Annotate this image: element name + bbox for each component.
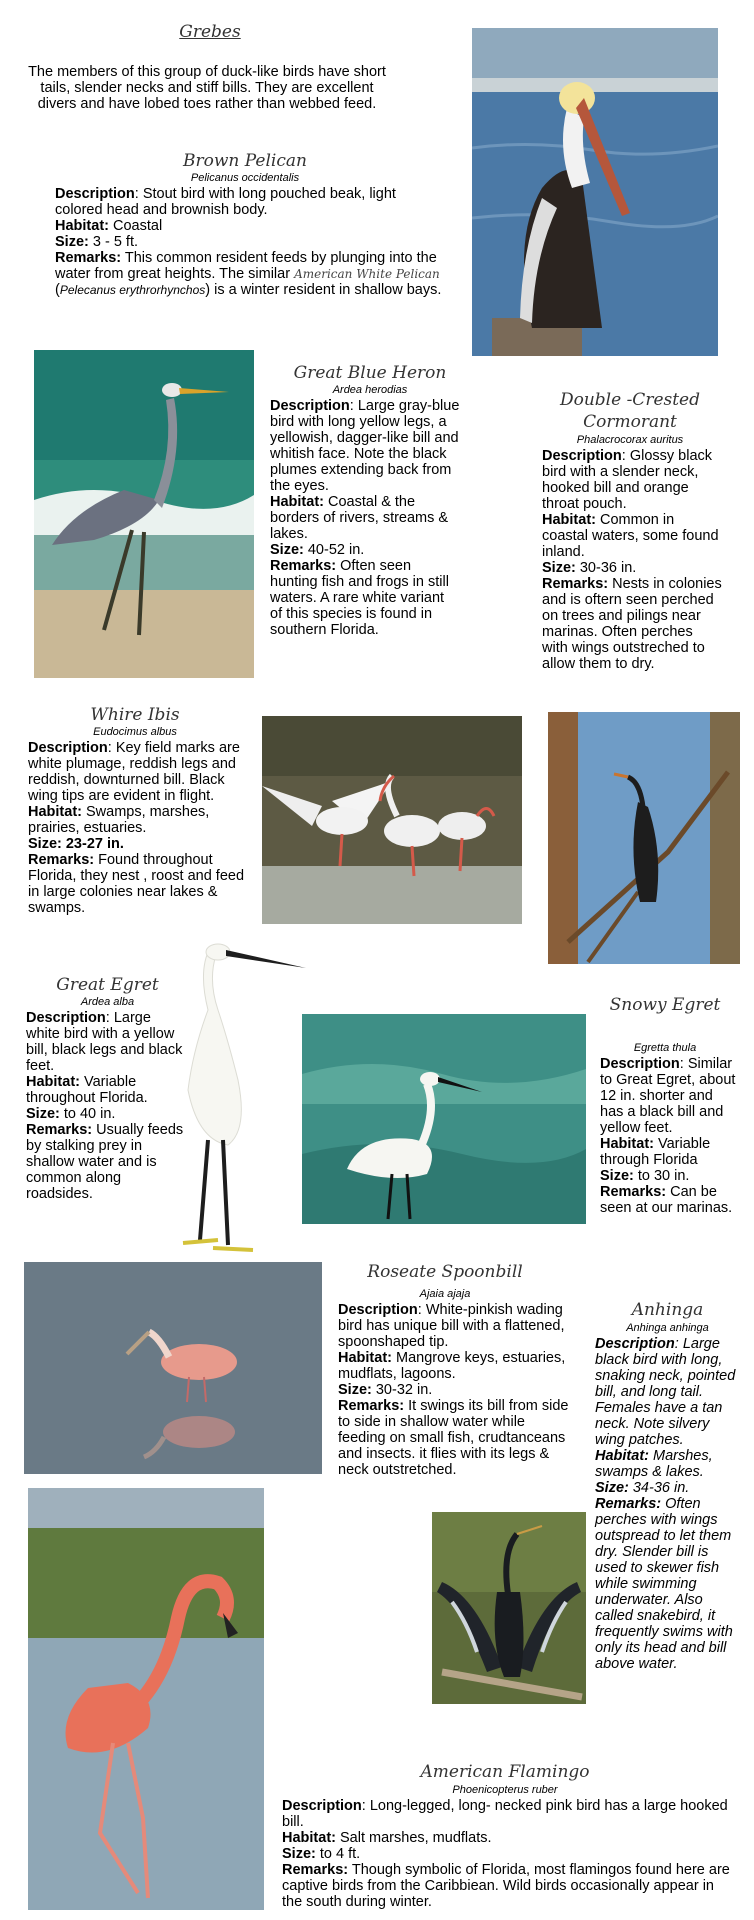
great-blue-heron-habitat: Coastal & the borders of rivers, streams & lakes. bbox=[270, 494, 449, 542]
remarks-label: Remarks: bbox=[26, 1122, 93, 1138]
description-label: Description bbox=[282, 1798, 362, 1814]
anhinga-habitat: Marshes, swamps & lakes. bbox=[595, 1448, 713, 1480]
brown-pelican-details bbox=[55, 186, 445, 298]
american-flamingo-remarks: Though symbolic of Florida, most flamingos found here are captive birds from the Caribbiean. Wild birds occasionally appear in the south during winter. bbox=[282, 1862, 730, 1910]
great-egret-details bbox=[26, 1010, 186, 1202]
cormorant-remarks: Nests in colonies and is oftern seen perched on trees and pilings near marinas. Often perches with wings outstreched to allow them to dry. bbox=[542, 576, 722, 672]
remarks-label: Remarks: bbox=[595, 1496, 662, 1512]
roseate-spoonbill-size: 30-32 in. bbox=[371, 1382, 433, 1398]
description-label: Description bbox=[600, 1056, 680, 1072]
cormorant-habitat: Common in coastal waters, some found inland. bbox=[542, 512, 719, 560]
roseate-spoonbill-photo bbox=[24, 1262, 322, 1474]
habitat-label: Habitat: bbox=[338, 1350, 392, 1366]
cormorant-name-line2: Cormorant bbox=[583, 412, 677, 432]
american-flamingo-photo bbox=[28, 1488, 264, 1910]
description-label: Description bbox=[595, 1336, 675, 1352]
roseate-spoonbill-remarks: It swings its bill from side to side in shallow water while feeding on small fish, crudtanceans and insects. it flies with its legs & neck outstretched. bbox=[338, 1398, 569, 1478]
great-blue-heron-details bbox=[270, 398, 460, 638]
habitat-label: Habitat: bbox=[270, 494, 324, 510]
brown-pelican-photo bbox=[472, 28, 718, 356]
cormorant-description: : Glossy black bird with a slender neck, hooked bill and orange throat pouch. bbox=[542, 448, 713, 512]
roseate-spoonbill-details bbox=[338, 1302, 570, 1478]
great-egret-photo bbox=[178, 940, 308, 1260]
snowy-egret-name: Snowy Egret bbox=[609, 995, 721, 1015]
american-flamingo-size: to 4 ft. bbox=[315, 1846, 361, 1862]
roseate-spoonbill-habitat: Mangrove keys, estuaries, mudflats, lagoons. bbox=[338, 1350, 566, 1382]
great-blue-heron-size: 40-52 in. bbox=[303, 542, 365, 558]
anhinga-description: : Large black bird with long, snaking neck, pointed bill, and long tail. Females have a tan neck. Note silvery wing patches. bbox=[595, 1336, 736, 1448]
habitat-label: Habitat: bbox=[282, 1830, 336, 1846]
brown-pelican-description: : Stout bird with long pouched beak, light colored head and brownish body. bbox=[55, 186, 396, 218]
cormorant-size: 30-36 in. bbox=[575, 560, 637, 576]
white-ibis-size: Size: 23-27 in. bbox=[28, 836, 124, 852]
great-egret-remarks: Usually feeds by stalking prey in shallow water and is common along roadsides. bbox=[26, 1122, 184, 1202]
white-ibis-habitat: Swamps, marshes, prairies, estuaries. bbox=[28, 804, 210, 836]
snowy-egret-size: to 30 in. bbox=[633, 1168, 690, 1184]
remarks-label: Remarks: bbox=[338, 1398, 405, 1414]
white-ibis-photo bbox=[262, 716, 522, 924]
great-egret-description: : Large white bird with a yellow bill, black legs and black feet. bbox=[26, 1010, 183, 1074]
remarks-paren-open: ( bbox=[55, 282, 60, 298]
description-label: Description bbox=[542, 448, 622, 464]
american-flamingo-description: : Long-legged, long- necked pink bird has a large hooked bill. bbox=[282, 1798, 728, 1830]
cormorant-sci-name: Phalacrocorax auritus bbox=[576, 434, 684, 446]
white-ibis-name: Whire Ibis bbox=[90, 705, 180, 725]
size-label: Size: bbox=[542, 560, 576, 576]
american-flamingo-details bbox=[282, 1798, 732, 1910]
habitat-label: Habitat: bbox=[26, 1074, 80, 1090]
remarks-label: Remarks: bbox=[282, 1862, 349, 1878]
anhinga-size: 34-36 in. bbox=[628, 1480, 690, 1496]
roseate-spoonbill-sci-name: Ajaia ajaja bbox=[419, 1288, 471, 1300]
brown-pelican-remarks: This common resident feeds by plunging into the water from great heights. The similar bbox=[55, 250, 437, 282]
anhinga-remarks: Often perches with wings outspread to let them dry. Slender bill is used to skewer fish while swimming underwater. Also called snakebird, it frequently swims with only its head and bill above water. bbox=[595, 1496, 733, 1672]
great-egret-name: Great Egret bbox=[56, 975, 159, 995]
grebes-title: Grebes bbox=[179, 22, 241, 42]
habitat-label: Habitat: bbox=[600, 1136, 654, 1152]
size-label: Size: bbox=[282, 1846, 316, 1862]
description-label: Description bbox=[338, 1302, 418, 1318]
snowy-egret-details bbox=[600, 1056, 740, 1216]
great-blue-heron-remarks: Often seen hunting fish and frogs in still waters. A rare white variant of this species is found in southern Florida. bbox=[270, 558, 449, 638]
cormorant-photo bbox=[548, 712, 740, 964]
remarks-end: ) is a winter resident in shallow bays. bbox=[205, 282, 442, 298]
remarks-label: Remarks: bbox=[270, 558, 337, 574]
white-ibis-details bbox=[28, 740, 253, 916]
great-blue-heron-description: : Large gray-blue bird with long yellow legs, a yellowish, dagger-like bill and whitish face. Note the black plumes extending back from the eyes. bbox=[270, 398, 460, 494]
brown-pelican-size: 3 - 5 ft. bbox=[88, 234, 139, 250]
white-ibis-sci-name: Eudocimus albus bbox=[93, 726, 177, 738]
remarks-label: Remarks: bbox=[55, 250, 122, 266]
great-blue-heron-sci-name: Ardea herodias bbox=[332, 384, 408, 396]
description-label: Description bbox=[26, 1010, 106, 1026]
great-blue-heron-name: Great Blue Heron bbox=[293, 363, 447, 383]
grebes-text: The members of this group of duck-like birds have short tails, slender necks and stiff bills. They are excellent divers and have lobed toes rather than webbed feed. bbox=[28, 64, 386, 112]
roseate-spoonbill-description: : White-pinkish wading bird has unique bill with a flattened, spoonshaped tip. bbox=[338, 1302, 565, 1350]
great-egret-habitat: Variable throughout Florida. bbox=[26, 1074, 148, 1106]
snowy-egret-description: : Similar to Great Egret, about 12 in. shorter and has a black bill and yellow feet. bbox=[600, 1056, 736, 1136]
habitat-label: Habitat: bbox=[595, 1448, 649, 1464]
description-label: Description bbox=[28, 740, 108, 756]
cormorant-details bbox=[542, 448, 722, 672]
brown-pelican-sci-name: Pelicanus occidentalis bbox=[190, 172, 300, 184]
remarks-label: Remarks: bbox=[28, 852, 95, 868]
size-label: Size: bbox=[595, 1480, 629, 1496]
size-label: Size: bbox=[270, 542, 304, 558]
brown-pelican-name: Brown Pelican bbox=[183, 151, 307, 171]
remarks-label: Remarks: bbox=[600, 1184, 667, 1200]
american-white-pelican-name: American White Pelican bbox=[294, 267, 440, 281]
roseate-spoonbill-name: Roseate Spoonbill bbox=[367, 1262, 523, 1282]
size-label: Size: bbox=[600, 1168, 634, 1184]
remarks-label: Remarks: bbox=[542, 576, 609, 592]
size-label: Size: bbox=[55, 234, 89, 250]
habitat-label: Habitat: bbox=[55, 218, 109, 234]
snowy-egret-photo bbox=[302, 1014, 586, 1224]
american-flamingo-habitat: Salt marshes, mudflats. bbox=[335, 1830, 492, 1846]
anhinga-details bbox=[595, 1336, 743, 1672]
snowy-egret-sci-name: Egretta thula bbox=[633, 1042, 697, 1054]
american-white-pelican-sci: Pelecanus erythrorhynchos bbox=[59, 283, 206, 297]
anhinga-name: Anhinga bbox=[631, 1300, 704, 1320]
snowy-egret-habitat: Variable through Florida bbox=[600, 1136, 711, 1168]
size-label: Size: bbox=[26, 1106, 60, 1122]
description-label: Description bbox=[270, 398, 350, 414]
brown-pelican-habitat: Coastal bbox=[108, 218, 163, 234]
size-label: Size: bbox=[338, 1382, 372, 1398]
anhinga-photo bbox=[432, 1512, 586, 1704]
anhinga-sci-name: Anhinga anhinga bbox=[626, 1322, 709, 1334]
white-ibis-description: : Key field marks are white plumage, reddish legs and reddish, downturned bill. Black wing tips are evident in flight. bbox=[28, 740, 240, 804]
habitat-label: Habitat: bbox=[542, 512, 596, 528]
snowy-egret-remarks: Can be seen at our marinas. bbox=[600, 1184, 733, 1216]
great-egret-size: to 40 in. bbox=[59, 1106, 116, 1122]
cormorant-name-line1: Double -Crested bbox=[559, 390, 701, 410]
american-flamingo-name: American Flamingo bbox=[420, 1762, 590, 1782]
white-ibis-remarks: Found throughout Florida, they nest , roost and feed in large colonies near lakes & swamps. bbox=[28, 852, 245, 916]
habitat-label: Habitat: bbox=[28, 804, 82, 820]
great-blue-heron-photo bbox=[34, 350, 254, 678]
great-egret-sci-name: Ardea alba bbox=[80, 996, 135, 1008]
american-flamingo-sci-name: Phoenicopterus ruber bbox=[452, 1784, 558, 1796]
description-label: Description bbox=[55, 186, 135, 202]
